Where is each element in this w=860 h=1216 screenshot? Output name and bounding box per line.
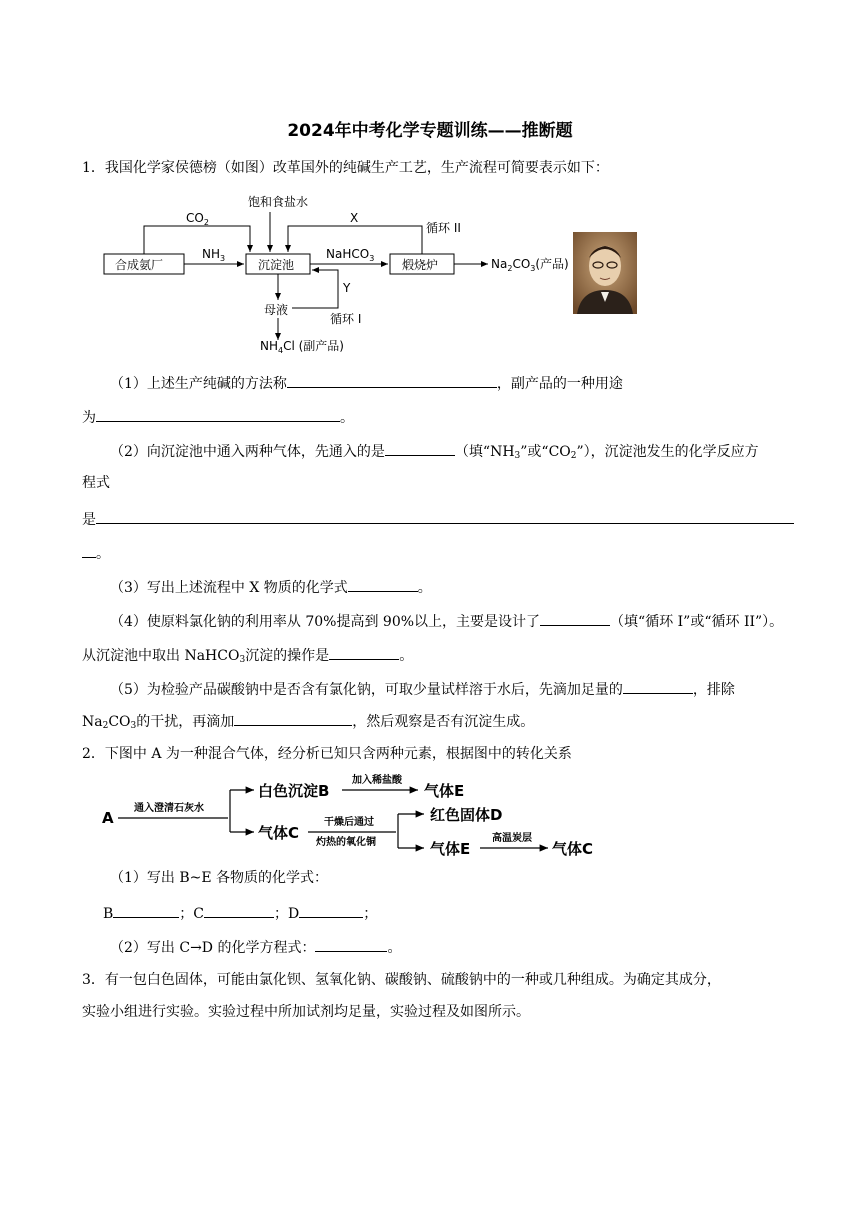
- q1-sub2-line3: 是: [82, 508, 794, 530]
- q1-sub1-line: （1）上述生产纯碱的方法称 ，副产品的一种用途: [110, 372, 623, 394]
- gas-e-2-label: 气体E: [430, 840, 471, 858]
- co2-label: $CO_2$: [186, 211, 209, 227]
- gas-c-2-label: 气体C: [552, 840, 594, 858]
- question-2-number: 2．: [82, 746, 105, 762]
- nahco3-label: NaHCO$_3$: [326, 247, 375, 263]
- answer-blank[interactable]: [315, 936, 387, 952]
- answer-blank[interactable]: [204, 902, 274, 918]
- q1-sub5-line2: $Na_2CO_3$的干扰，再滴加 ，然后观察是否有沉淀生成。: [82, 710, 534, 732]
- question-1-text: 我国化学家侯德榜（如图）改革国外的纯碱生产工艺，生产流程可简要表示如下：: [104, 160, 609, 176]
- precipitation-tank-label: 沉淀池: [258, 258, 295, 272]
- question-3-number: 3．: [82, 972, 105, 988]
- question-3-stem: [82, 970, 721, 990]
- answer-blank[interactable]: [82, 542, 96, 558]
- gas-e-label: 气体E: [424, 782, 465, 800]
- answer-blank[interactable]: [540, 610, 610, 626]
- question-2-stem: [82, 744, 572, 764]
- hot-copper-oxide-label: 灼热的氧化铜: [316, 837, 376, 848]
- q1-sub2-line4: 。: [82, 542, 110, 564]
- question-1-number: 1．: [82, 160, 105, 176]
- loop-2-label: 循环 II: [426, 221, 461, 235]
- high-temp-carbon-label: 高温炭层: [492, 833, 532, 844]
- q2-sub2-line: （2）写出 C→D 的化学方程式： 。: [110, 936, 401, 958]
- red-solid-d-label: 红色固体D: [430, 806, 503, 824]
- answer-blank[interactable]: [287, 372, 497, 388]
- q1-sub2-line2: 程式: [82, 475, 110, 491]
- byproduct-label: $NH_4Cl$ (副产品): [260, 339, 344, 355]
- white-precipitate-b-label: 白色沉淀B: [258, 782, 330, 800]
- synthetic-ammonia-plant-label: 合成氨厂: [115, 258, 164, 272]
- answer-blank[interactable]: [113, 902, 179, 918]
- answer-blank[interactable]: [234, 710, 352, 726]
- x-label: X: [350, 211, 359, 225]
- q1-sub4-line: （4）使原料氯化钠的利用率从 70%提高到 90%以上，主要是设计了 （填“循环 I”或“循环 II”）。: [110, 610, 783, 632]
- a-label: A: [102, 809, 114, 827]
- gas-c-label: 气体C: [258, 824, 300, 842]
- mother-liquor-label: 母液: [264, 303, 289, 317]
- limewater-label: 通入澄清石灰水: [134, 803, 204, 814]
- answer-blank[interactable]: [623, 678, 693, 694]
- nh3-label: $NH_3$: [202, 247, 226, 263]
- question-1-stem: [82, 158, 609, 178]
- add-dilute-acid-label: 加入稀盐酸: [352, 775, 402, 786]
- page-title: 2024年中考化学专题训练——推断题: [287, 121, 573, 141]
- answer-blank[interactable]: [385, 440, 455, 456]
- q1-sub4-line2: 从沉淀池中取出 NaHCO$_3$沉淀的操作是 。: [82, 644, 413, 666]
- q1-sub1-line2: 为 。: [82, 406, 354, 428]
- question-2-text: 下图中 A 为一种混合气体，经分析已知只含两种元素，根据图中的转化关系: [104, 746, 572, 762]
- calcining-furnace-label: 煅烧炉: [402, 258, 439, 272]
- q2-formula-line: B ；C ；D ；: [103, 902, 377, 924]
- answer-blank[interactable]: [329, 644, 399, 660]
- saturated-brine-label: 饱和食盐水: [248, 195, 309, 209]
- q1-sub5-line: （5）为检验产品碳酸钠中是否含有氯化钠，可取少量试样溶于水后，先滴加足量的 ，排除: [110, 678, 735, 700]
- answer-blank[interactable]: [348, 576, 418, 592]
- question-3-text: 有一包白色固体，可能由氯化钡、氢氧化钠、碳酸钠、硫酸钠中的一种或几种组成。为确定其成分，: [104, 972, 721, 988]
- question-3-text-line2: 实验小组进行实验。实验过程中所加试剂均足量，实验过程及如图所示。: [82, 1004, 530, 1020]
- q2-sub1-line: （1）写出 B~E 各物质的化学式：: [110, 870, 329, 886]
- product-label: $Na_2CO_3$(产品): [491, 257, 569, 273]
- loop-1-label: 循环 I: [330, 312, 362, 326]
- answer-blank[interactable]: [299, 902, 363, 918]
- portrait-photo: [573, 232, 637, 314]
- gas-conversion-diagram: [100, 770, 600, 865]
- answer-blank[interactable]: [96, 406, 340, 422]
- q1-sub3-line: （3）写出上述流程中 X 物质的化学式 。: [110, 576, 432, 598]
- soda-process-flow-diagram: [100, 188, 580, 358]
- q1-sub2-line: （2）向沉淀池中通入两种气体，先通入的是 （填“$NH_3$”或“$CO_2$”），沉淀池发生的化学反应方: [110, 440, 759, 462]
- dry-pass-label: 干燥后通过: [324, 817, 374, 828]
- answer-blank[interactable]: [96, 508, 794, 524]
- y-label: Y: [343, 281, 351, 295]
